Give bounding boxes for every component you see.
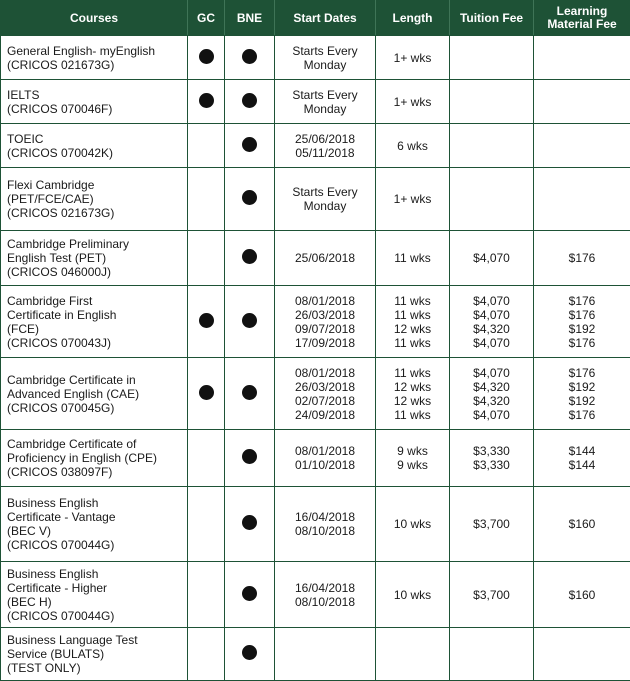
tuition-fee-cell [450,231,534,286]
header-bne: BNE [225,1,275,36]
course-name-line: Cambridge Certificate of [7,437,182,451]
length-cell [376,562,450,628]
bne-availability-dot-icon [242,385,257,400]
table-row [1,36,630,80]
course-name-line: TOEIC [7,132,182,146]
start-dates-cell [275,358,376,430]
course-name-line: Flexi Cambridge [7,178,182,192]
bne-cell [225,80,275,124]
start-date: 01/10/2018 [280,458,370,472]
course-length: 11 wks [381,294,444,308]
header-material-fee-line1: Learning [538,5,626,18]
course-name-line: (CRICOS 070044G) [7,609,182,623]
bne-cell [225,231,275,286]
table-row [1,358,630,430]
course-length: 9 wks [381,444,444,458]
course-cell [1,487,188,562]
course-length: 11 wks [381,366,444,380]
table-row [1,487,630,562]
bne-cell [225,168,275,231]
tuition-fee: $3,700 [455,517,528,531]
material-fee-cell [534,80,630,124]
course-cell [1,286,188,358]
length-cell [376,168,450,231]
bne-availability-dot-icon [242,190,257,205]
course-name-line: English Test (PET) [7,251,182,265]
start-dates-cell [275,168,376,231]
course-length: 1+ wks [381,95,444,109]
start-date: 05/11/2018 [280,146,370,160]
bne-cell [225,628,275,681]
tuition-fee-cell [450,358,534,430]
course-name-line: Certificate in English [7,308,182,322]
material-fee: $160 [539,517,625,531]
course-name-line: (CRICOS 021673G) [7,58,182,72]
course-name-line: Cambridge Preliminary [7,237,182,251]
bne-availability-dot-icon [242,449,257,464]
table-row [1,286,630,358]
tuition-fee-cell [450,286,534,358]
material-fee-cell [534,628,630,681]
start-dates-cell [275,80,376,124]
start-dates-cell [275,430,376,487]
gc-availability-dot-icon [199,49,214,64]
course-length: 11 wks [381,336,444,350]
material-fee: $144 [539,458,625,472]
tuition-fee: $4,070 [455,408,528,422]
course-cell [1,562,188,628]
bne-cell [225,36,275,80]
start-date: Monday [280,199,370,213]
course-length: 11 wks [381,308,444,322]
course-name-line: Cambridge First [7,294,182,308]
table-row [1,124,630,168]
course-cell [1,36,188,80]
gc-availability-dot-icon [199,385,214,400]
start-dates-cell [275,124,376,168]
start-dates-cell [275,628,376,681]
start-dates-cell [275,286,376,358]
course-name-line: Service (BULATS) [7,647,182,661]
tuition-fee-cell [450,430,534,487]
material-fee: $176 [539,251,625,265]
start-dates-cell [275,562,376,628]
material-fee-cell [534,487,630,562]
start-date: 24/09/2018 [280,408,370,422]
course-name-line: (CRICOS 021673G) [7,206,182,220]
header-tuition-fee: Tuition Fee [450,1,534,36]
material-fee-cell [534,286,630,358]
course-cell [1,358,188,430]
course-name-line: General English- myEnglish [7,44,182,58]
course-cell [1,628,188,681]
course-cell [1,124,188,168]
tuition-fee-cell [450,80,534,124]
gc-cell [188,628,225,681]
material-fee: $176 [539,366,625,380]
course-length: 10 wks [381,588,444,602]
bne-availability-dot-icon [242,515,257,530]
course-length: 1+ wks [381,192,444,206]
material-fee: $176 [539,408,625,422]
course-name-line: Proficiency in English (CPE) [7,451,182,465]
start-date: 02/07/2018 [280,394,370,408]
start-date: 16/04/2018 [280,510,370,524]
header-start-dates: Start Dates [275,1,376,36]
course-length: 10 wks [381,517,444,531]
gc-cell [188,80,225,124]
start-date: Starts Every [280,88,370,102]
table-body [1,36,630,681]
bne-availability-dot-icon [242,49,257,64]
tuition-fee: $4,070 [455,308,528,322]
start-dates-cell [275,36,376,80]
material-fee: $176 [539,336,625,350]
start-dates-cell [275,487,376,562]
course-cell [1,430,188,487]
material-fee: $176 [539,308,625,322]
material-fee: $192 [539,394,625,408]
course-length: 12 wks [381,380,444,394]
course-name-line: (BEC H) [7,595,182,609]
course-name-line: (BEC V) [7,524,182,538]
start-date: 09/07/2018 [280,322,370,336]
start-date: 08/10/2018 [280,595,370,609]
course-name-line: IELTS [7,88,182,102]
gc-availability-dot-icon [199,313,214,328]
course-name-line: Business English [7,496,182,510]
material-fee: $176 [539,294,625,308]
bne-availability-dot-icon [242,249,257,264]
gc-cell [188,487,225,562]
material-fee-cell [534,168,630,231]
course-name-line: (TEST ONLY) [7,661,182,675]
course-name-line: (CRICOS 070042K) [7,146,182,160]
header-material-fee [534,1,630,36]
bne-cell [225,124,275,168]
bne-availability-dot-icon [242,586,257,601]
gc-cell [188,36,225,80]
start-date: 08/01/2018 [280,444,370,458]
start-date: Monday [280,58,370,72]
start-date: 26/03/2018 [280,308,370,322]
gc-cell [188,358,225,430]
length-cell [376,80,450,124]
start-date: 08/01/2018 [280,294,370,308]
start-date: 08/10/2018 [280,524,370,538]
start-date: 25/06/2018 [280,132,370,146]
tuition-fee: $4,070 [455,294,528,308]
course-length: 11 wks [381,408,444,422]
tuition-fee: $3,330 [455,458,528,472]
header-gc: GC [188,1,225,36]
course-length: 9 wks [381,458,444,472]
start-dates-cell [275,231,376,286]
table-header [1,1,630,36]
course-length: 11 wks [381,251,444,265]
bne-cell [225,562,275,628]
tuition-fee-cell [450,562,534,628]
course-name-line: (FCE) [7,322,182,336]
tuition-fee-cell [450,36,534,80]
table-row [1,168,630,231]
tuition-fee: $4,070 [455,336,528,350]
course-name-line: (CRICOS 070043J) [7,336,182,350]
bne-availability-dot-icon [242,93,257,108]
table-row [1,562,630,628]
course-name-line: Business English [7,567,182,581]
table-row [1,430,630,487]
length-cell [376,231,450,286]
start-date: 16/04/2018 [280,581,370,595]
tuition-fee: $4,070 [455,251,528,265]
bne-cell [225,286,275,358]
course-name-line: (PET/FCE/CAE) [7,192,182,206]
material-fee: $160 [539,588,625,602]
course-length: 6 wks [381,139,444,153]
course-name-line: Advanced English (CAE) [7,387,182,401]
length-cell [376,358,450,430]
gc-cell [188,231,225,286]
start-date: Starts Every [280,44,370,58]
tuition-fee: $3,330 [455,444,528,458]
course-name-line: Certificate - Vantage [7,510,182,524]
tuition-fee-cell [450,168,534,231]
start-date: 08/01/2018 [280,366,370,380]
material-fee-cell [534,430,630,487]
gc-cell [188,286,225,358]
course-name-line: Business Language Test [7,633,182,647]
material-fee-cell [534,231,630,286]
length-cell [376,124,450,168]
course-name-line: (CRICOS 046000J) [7,265,182,279]
gc-cell [188,562,225,628]
tuition-fee-cell [450,487,534,562]
course-length: 12 wks [381,394,444,408]
header-courses: Courses [1,1,188,36]
start-date: Starts Every [280,185,370,199]
tuition-fee: $4,320 [455,380,528,394]
course-length: 12 wks [381,322,444,336]
course-name-line: (CRICOS 070044G) [7,538,182,552]
course-cell [1,80,188,124]
course-name-line: (CRICOS 070045G) [7,401,182,415]
course-cell [1,168,188,231]
length-cell [376,286,450,358]
table-row [1,80,630,124]
bne-availability-dot-icon [242,137,257,152]
bne-cell [225,430,275,487]
material-fee-cell [534,36,630,80]
material-fee-cell [534,124,630,168]
course-length: 1+ wks [381,51,444,65]
start-date: 25/06/2018 [280,251,370,265]
start-date: Monday [280,102,370,116]
length-cell [376,430,450,487]
material-fee: $192 [539,322,625,336]
gc-cell [188,168,225,231]
length-cell [376,487,450,562]
material-fee-cell [534,562,630,628]
tuition-fee: $3,700 [455,588,528,602]
material-fee: $144 [539,444,625,458]
gc-cell [188,124,225,168]
start-date: 17/09/2018 [280,336,370,350]
length-cell [376,36,450,80]
course-name-line: Certificate - Higher [7,581,182,595]
course-name-line: Cambridge Certificate in [7,373,182,387]
material-fee-cell [534,358,630,430]
tuition-fee-cell [450,628,534,681]
bne-cell [225,358,275,430]
length-cell [376,628,450,681]
table-row [1,231,630,286]
header-length: Length [376,1,450,36]
table-row [1,628,630,681]
bne-cell [225,487,275,562]
gc-availability-dot-icon [199,93,214,108]
header-material-fee-line2: Material Fee [538,18,626,31]
bne-availability-dot-icon [242,313,257,328]
header-row [1,1,630,36]
tuition-fee: $4,320 [455,322,528,336]
start-date: 26/03/2018 [280,380,370,394]
tuition-fee: $4,070 [455,366,528,380]
gc-cell [188,430,225,487]
course-cell [1,231,188,286]
course-name-line: (CRICOS 038097F) [7,465,182,479]
material-fee: $192 [539,380,625,394]
tuition-fee: $4,320 [455,394,528,408]
course-name-line: (CRICOS 070046F) [7,102,182,116]
tuition-fee-cell [450,124,534,168]
bne-availability-dot-icon [242,645,257,660]
